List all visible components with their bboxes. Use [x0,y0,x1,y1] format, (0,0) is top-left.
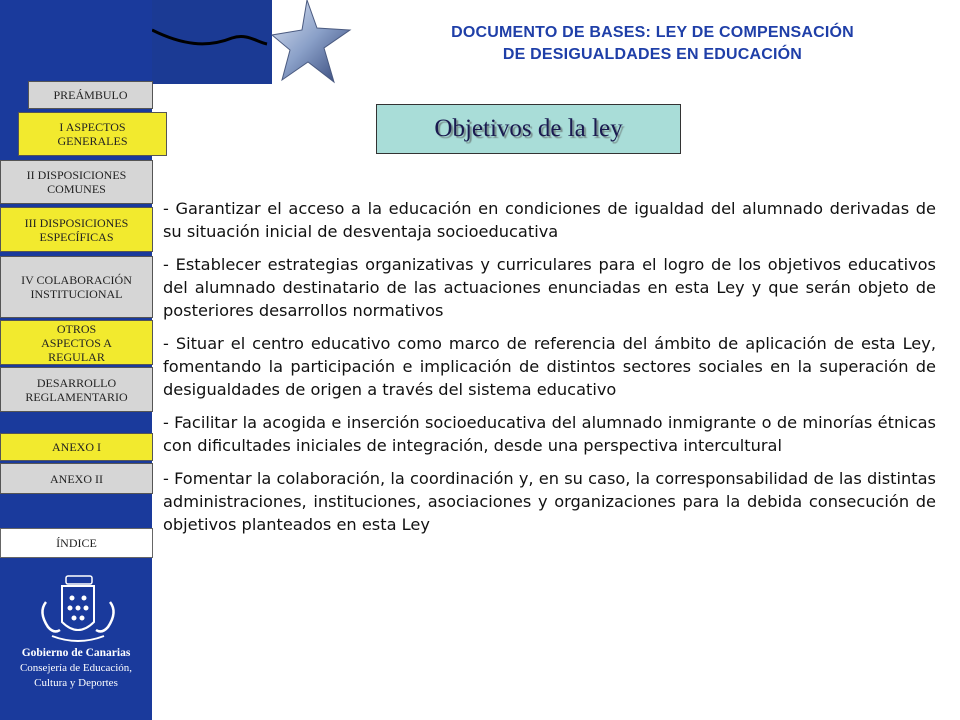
objective-item: - Garantizar el acceso a la educación en condiciones de igualdad del alumnado derivadas de su situación inicial de desventaja socioeducativa [163,199,936,241]
nav-anexo-2-label: ANEXO II [50,471,103,486]
nav-disposiciones-comunes-label: II DISPOSICIONES COMUNES [26,168,127,196]
nav-otros-aspectos-label: OTROS ASPECTOS A REGULAR [41,321,112,364]
nav-disposiciones-especificas-label: III DISPOSICIONES ESPECÍFICAS [24,215,129,244]
objective-item: - Facilitar la acogida e inserción socioeducativa del alumnado inmigrante o de minorías étnicas con dificultades iniciales de integración, desde una perspectiva intercultural [163,413,936,455]
ministry-name-line-2: Cultura y Deportes [34,677,118,689]
nav-otros-aspectos-button[interactable] [0,320,153,365]
nav-colaboracion-institucional-button[interactable] [0,256,153,318]
objective-item: - Establecer estrategias organizativas y curriculares para el logro de los objetivos educativos del alumnado destinatario de las actuaciones enunciadas en esta Ley y que serán objeto de posteriores desarrollos normativos [163,255,936,320]
nav-anexo-1-button[interactable] [0,433,153,461]
title-line-1: DOCUMENTO DE BASES: LEY DE COMPENSACIÓN [451,24,854,41]
nav-preambulo-label: PREÁMBULO [53,88,128,102]
section-heading: Objetivos de la ley [434,115,623,142]
title-line-2: DE DESIGUALDADES EN EDUCACIÓN [502,46,803,63]
ministry-name-line-1: Consejería de Educación, [19,662,133,674]
nav-preambulo-button[interactable] [28,81,153,109]
nav-indice-button[interactable] [0,528,153,558]
objective-item: - Situar el centro educativo como marco de referencia del ámbito de aplicación de esta Ley, fomentando la participación e implicación de distintos sectores sociales en la superación de desigualdades de origen a través del sistema educativo [163,334,936,399]
nav-anexo-1-label: ANEXO I [52,440,101,454]
nav-colaboracion-institucional-label: IV COLABORACIÓN INSTITUCIONAL [21,273,132,301]
objectives-list [163,197,936,546]
nav-disposiciones-especificas-button[interactable] [0,207,153,252]
star-logo-icon [152,0,382,90]
nav-desarrollo-reglamentario-button[interactable] [0,367,153,412]
nav-anexo-2-button[interactable] [0,463,153,494]
government-label [4,646,148,691]
nav-aspectos-generales-label: I ASPECTOS GENERALES [57,120,128,148]
nav-disposiciones-comunes-button[interactable] [0,160,153,204]
government-name: Gobierno de Canarias [21,647,131,659]
coat-of-arms-icon [18,572,138,652]
section-heading-box [376,104,681,154]
objective-item: - Fomentar la colaboración, la coordinación y, en su caso, la corresponsabilidad de las distintas administraciones, instituciones, asociaciones y organizaciones para la debida consecución de objetivos planteados en esta Ley [163,469,936,534]
nav-desarrollo-reglamentario-label: DESARROLLO REGLAMENTARIO [25,375,128,404]
nav-aspectos-generales-button[interactable] [18,112,167,156]
nav-indice-label: ÍNDICE [56,536,97,550]
document-title [370,22,935,66]
